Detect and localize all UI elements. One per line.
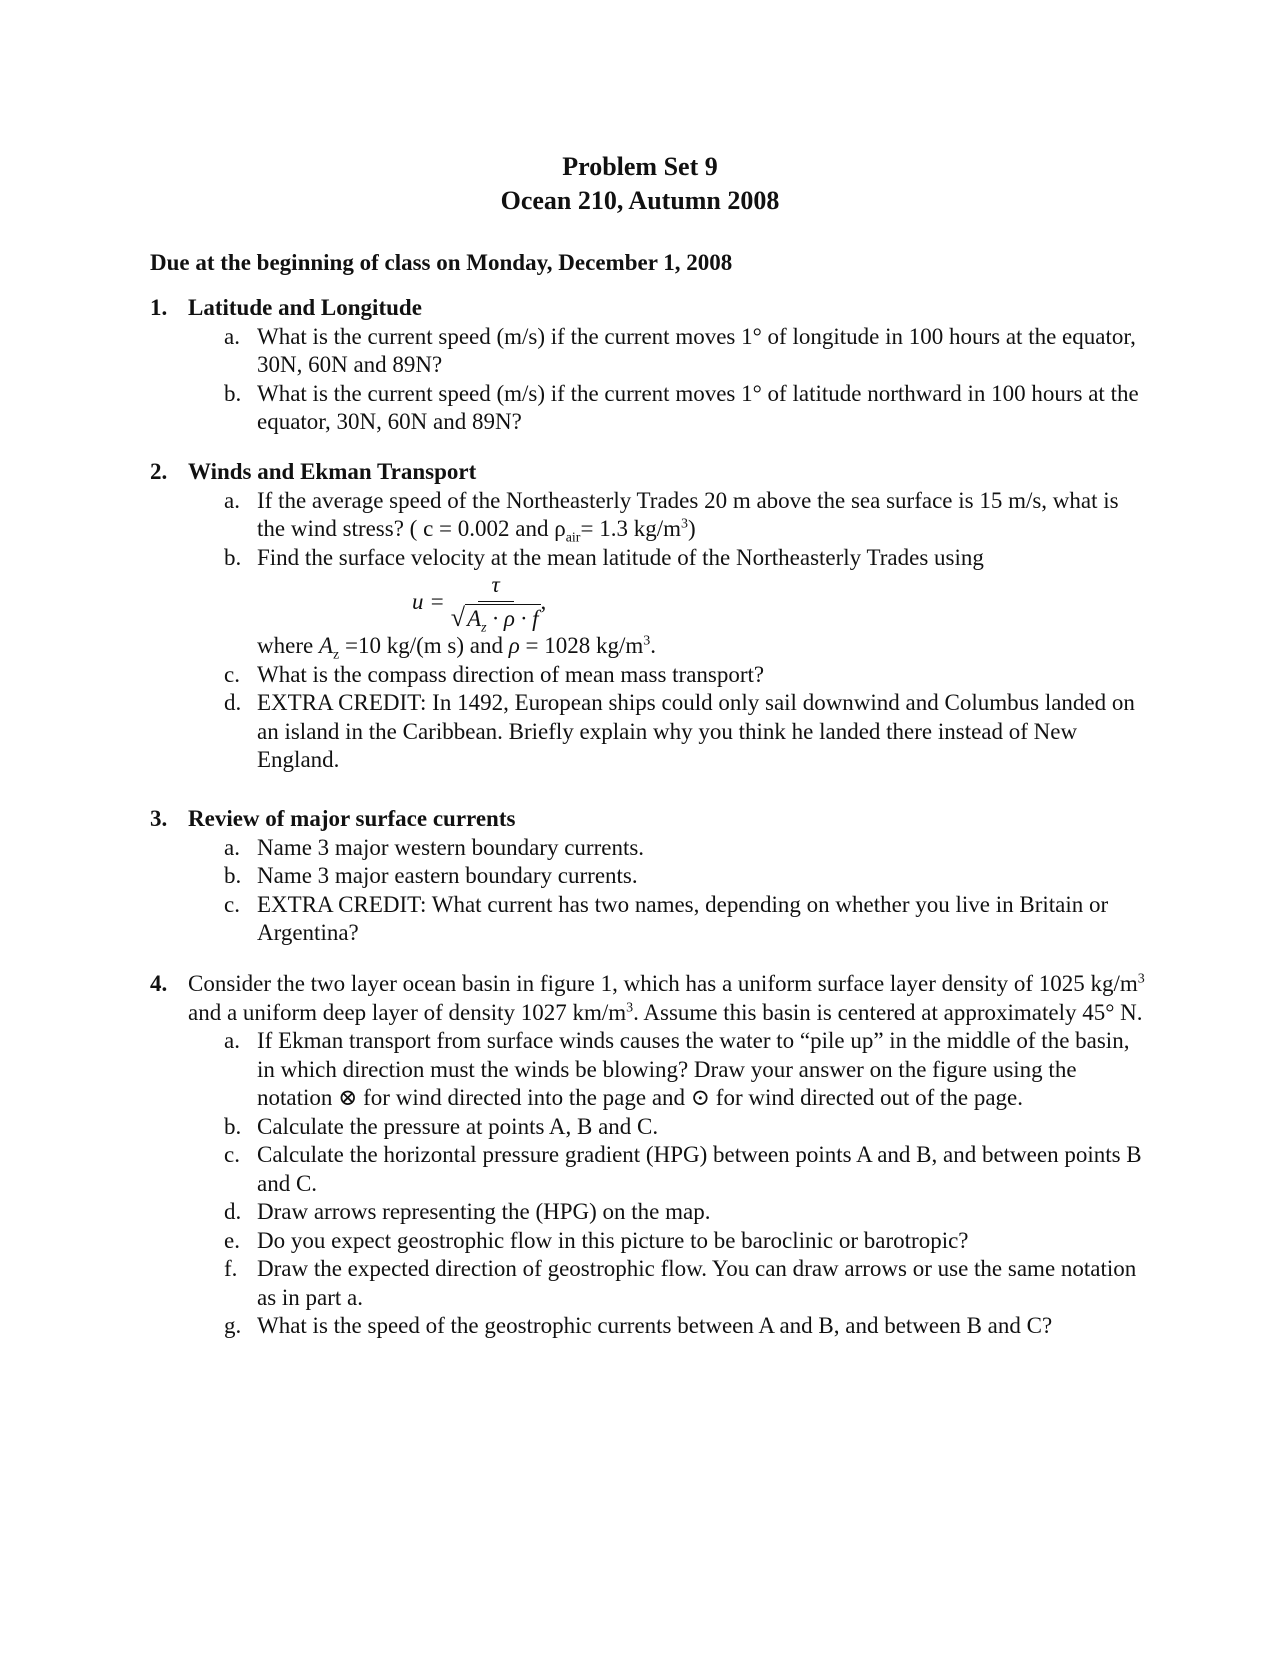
item-letter: a. [224,1028,240,1053]
section-1-heading [150,294,1150,323]
question-item [224,661,1150,690]
section-2-heading [150,458,1150,487]
item-text: What is the speed of the geostrophic currents between A and B, and between B and C? [257,1313,1053,1338]
text-part: = 1028 kg/m [519,633,644,658]
question-item [224,1027,1150,1113]
page-title: Problem Set 9 [562,152,718,181]
text-part: =10 kg/(m s) and [339,633,509,658]
text-part: If the average speed of the Northeasterly Trades 20 m above the sea surface is 15 m/s, what is the wind stress? ( c = 0.002 and ρ [257,487,1119,541]
formula-var: A [318,633,333,658]
question-item [224,544,1150,573]
text-part: Consider the two layer ocean basin in figure 1, which has a uniform surface layer density of 1025 kg/m [188,971,1138,996]
item-text: If Ekman transport from surface winds causes the water to “pile up” in the middle of the basin, in which direction must the winds be blowing? Draw your answer on the figure using the notation ⊗ for wind directed into the page and ⊙ for wind directed out of the page. [257,1028,1130,1110]
question-item [224,1141,1150,1198]
item-text: EXTRA CREDIT: In 1492, European ships could only sail downwind and Columbus landed on an island in the Caribbean. Briefly explain why you think he landed there instead of New England. [257,690,1135,772]
section-number: 3. [150,806,168,831]
item-letter: c. [224,891,240,917]
formula-fraction [451,571,541,634]
item-letter: g. [224,1313,242,1338]
item-text: Name 3 major western boundary currents. [257,834,645,860]
superscript: 3 [626,999,634,1015]
item-letter: b. [224,1113,242,1139]
section-title: Latitude and Longitude [188,295,422,320]
question-item [224,1227,1150,1256]
section-4-items [224,1027,1150,1341]
item-text: Name 3 major eastern boundary currents. [257,863,638,888]
section-1 [150,294,1150,437]
item-letter: a. [224,323,240,349]
formula-var: ρ [508,633,520,658]
item-letter: c. [224,1142,240,1167]
section-number: 1. [150,295,168,320]
due-date: Due at the beginning of class on Monday, December 1, 2008 [150,250,733,275]
subscript: z [333,647,340,663]
subscript: z [481,620,487,636]
item-text: Calculate the horizontal pressure gradient (HPG) between points A and B, and between points B and C. [257,1142,1142,1196]
item-text: Draw the expected direction of geostrophic flow. You can draw arrows or use the same notation as in part a. [257,1256,1137,1310]
item-text: Calculate the pressure at points A, B and C. [257,1113,659,1139]
section-4-intro [150,970,1150,1027]
ekman-velocity-formula [412,571,1150,636]
superscript: 3 [1137,971,1145,987]
question-item [224,487,1150,544]
section-4 [150,970,1150,1341]
question-item [224,1198,1150,1227]
section-2-items [224,487,1150,775]
item-letter: d. [224,690,242,715]
item-letter: b. [224,544,242,570]
title-block [0,150,1280,218]
question-item [224,380,1150,437]
section-3-items [224,834,1150,948]
sqrt-body [465,604,540,634]
item-letter: b. [224,380,242,406]
item-text: What is the current speed (m/s) if the current moves 1° of latitude northward in 100 hours at the equator, 30N, 60N and 89N? [257,380,1139,434]
item-text: What is the compass direction of mean mass transport? [257,661,765,687]
item-letter: d. [224,1199,242,1224]
item-letter: b. [224,863,242,888]
superscript: 3 [643,633,651,649]
section-2 [150,458,1150,775]
formula-trail: , [540,588,547,614]
item-letter: c. [224,661,240,687]
subscript: air [565,530,581,546]
text-part: where [257,633,319,658]
text-part: . Assume this basin is centered at approximately 45° N. [633,999,1143,1025]
item-text: Do you expect geostrophic flow in this picture to be baroclinic or barotropic? [257,1227,969,1253]
item-text: What is the current speed (m/s) if the current moves 1° of longitude in 100 hours at the equator, 30N, 60N and 89N? [257,323,1136,377]
square-root [451,604,541,634]
question-item [224,862,1150,891]
question-item [224,689,1150,775]
text-part: = 1.3 kg/m [580,516,681,541]
text-part: ) [687,516,696,541]
item-letter: a. [224,487,240,513]
formula-var: A [467,606,482,631]
section-3-heading [150,805,1150,834]
question-item [224,1312,1150,1341]
superscript: 3 [680,516,688,532]
item-letter: e. [224,1227,240,1253]
sqrt-sign-icon: √ [450,603,466,632]
course-subtitle: Ocean 210, Autumn 2008 [500,186,780,215]
item-letter: f. [224,1256,238,1281]
section-1-items [224,323,1150,437]
question-item [224,1255,1150,1312]
item-letter: a. [224,834,240,860]
section-number: 2. [150,459,168,484]
item-text: Draw arrows representing the (HPG) on the map. [257,1199,711,1224]
formula-numerator: τ [478,571,514,603]
question-item [224,323,1150,380]
question-item [224,1113,1150,1142]
text-part: and a uniform deep layer of density 1027 km/m [188,999,627,1025]
section-title: Winds and Ekman Transport [188,459,477,484]
question-item [224,891,1150,948]
item-text: Find the surface velocity at the mean latitude of the Northeasterly Trades using [257,544,984,570]
text-part: . [650,633,657,658]
item-text [257,487,1150,544]
formula-lhs: u = [412,588,445,614]
formula-var: · ρ · f [492,606,539,631]
item-text: EXTRA CREDIT: What current has two names, depending on whether you live in Britain or Argentina? [257,891,1109,945]
section-title: Review of major surface currents [188,806,516,831]
formula-denominator [451,602,541,634]
section-intro-text [188,970,1150,1027]
question-item [224,834,1150,863]
formula-where-line [224,632,1150,661]
section-number: 4. [150,971,168,996]
section-3 [150,805,1150,948]
